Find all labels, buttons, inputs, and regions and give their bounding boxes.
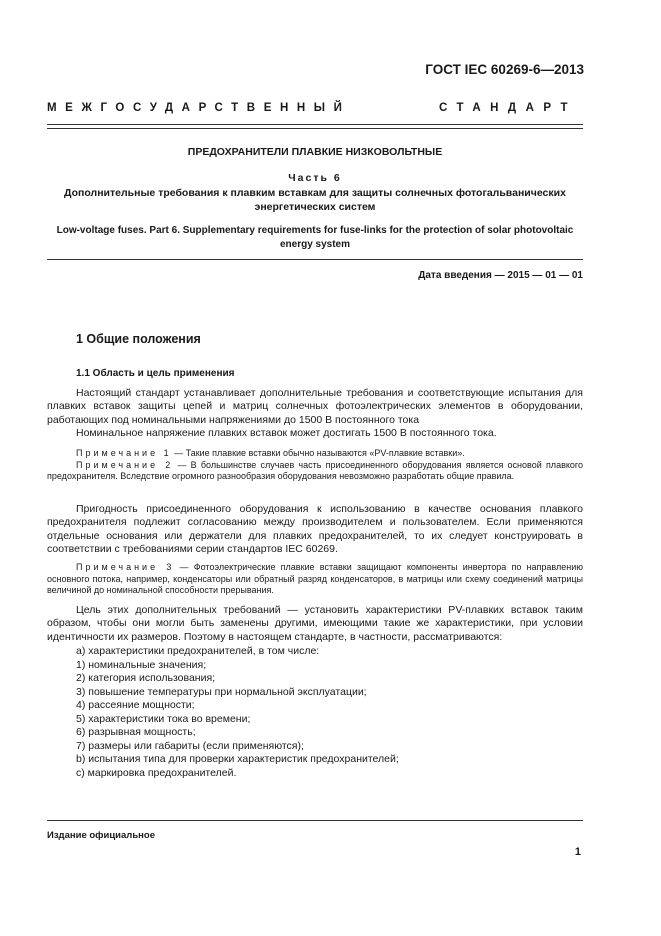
divider-top	[47, 124, 583, 125]
page-number: 1	[574, 846, 581, 858]
note-3-text: — Фотоэлектрические плавкие вставки защищают компоненты инвертора по направлению основного потока, например, конденсаторы или обратный разряд конденсаторов, в матрицы или схему соединений матрицы величиной до номинальной способности прерывания.	[47, 562, 583, 595]
paragraph-suitability: Пригодность присоединенного оборудования к использованию в качестве основания плавкого предохранителя подлежит согласованию между производителем и пользователем. Если применяются отдельные основания или держатели для плавких предохранителей, то их следует конструировать в соответствии с требованиями серии стандартов IEC 60269.	[47, 503, 583, 556]
list-item: 1) номинальные значения;	[76, 658, 207, 671]
list-item: 7) размеры или габариты (если применяются);	[76, 739, 304, 752]
requirements-list	[76, 645, 399, 780]
paragraph-voltage: Номинальное напряжение плавких вставок может достигать 1500 В постоянного тока.	[76, 427, 497, 440]
divider-date	[47, 259, 583, 260]
note-3	[47, 562, 583, 597]
document-title: ПРЕДОХРАНИТЕЛИ ПЛАВКИЕ НИЗКОВОЛЬТНЫЕ	[187, 146, 443, 158]
list-item: 3) повышение температуры при нормальной эксплуатации;	[76, 685, 367, 698]
note-3-label: Примечание 3	[76, 562, 175, 572]
divider-footer	[47, 820, 583, 821]
paragraph-purpose-block	[47, 604, 583, 644]
standard-code: ГОСТ IEC 60269-6—2013	[425, 62, 584, 77]
category-right: СТАНДАРТ	[439, 102, 577, 114]
list-item: 4) рассеяние мощности;	[76, 699, 195, 711]
english-title: Low-voltage fuses. Part 6. Supplementary requirements for fuse-links for the protection of solar photovoltaic energy system	[56, 225, 574, 250]
note-1-text: — Такие плавкие вставки обычно называются «PV-плавкие вставки».	[171, 448, 465, 458]
list-item: 5) характеристики тока во времени;	[76, 712, 251, 725]
list-item: 2) категория использования;	[76, 672, 216, 684]
notes-block-2	[47, 562, 583, 597]
paragraph-suitability-block	[47, 503, 583, 557]
document-subtitle: Дополнительные требования к плавким вставкам для защиты солнечных фотогальванических энергетических систем	[64, 187, 566, 213]
category-left: МЕЖГОСУДАРСТВЕННЫЙ	[47, 102, 351, 114]
list-item: b) испытания типа для проверки характеристик предохранителей;	[76, 753, 399, 765]
paragraph-purpose: Цель этих дополнительных требований — установить характеристики PV-плавких вставок таким образом, чтобы они могли быть заменены другими, имеющими такие же характеристики, при условии идентичности их размеров. Поэтому в настоящем стандарте, в частности, рассматриваются:	[47, 604, 583, 643]
note-2-text: — В большинстве случаев часть присоединенного оборудования является основой плавкого предохранителя. Вследствие огромного разнообразия оборудования невозможно разработать общие правила.	[47, 459, 583, 481]
introduction-date: Дата введения — 2015 — 01 — 01	[418, 270, 583, 281]
official-edition-label: Издание официальное	[47, 830, 155, 841]
notes-block-1	[47, 448, 583, 483]
note-1-label: Примечание 1	[76, 448, 172, 458]
part-label: Часть 6	[288, 172, 342, 184]
note-1	[47, 448, 583, 460]
section-heading: 1 Общие положения	[76, 332, 201, 346]
list-item: a) характеристики предохранителей, в том числе:	[76, 645, 320, 657]
note-2-label: Примечание 2	[76, 459, 174, 470]
paragraph-scope: Настоящий стандарт устанавливает дополнительные требования и соответствующие испытания для плавких вставок защиты цепей и матриц солнечных фотоэлектрических элементов в оборудовании, работающих под номинальными напряжениями до 1500 В постоянного тока	[47, 387, 583, 426]
subsection-heading: 1.1 Область и цель применения	[76, 368, 235, 379]
list-item: 6) разрывная мощность;	[76, 726, 196, 738]
intro-paragraphs	[47, 387, 583, 441]
list-item: c) маркировка предохранителей.	[76, 766, 237, 779]
note-2	[47, 460, 583, 483]
divider-top-second	[47, 128, 583, 129]
